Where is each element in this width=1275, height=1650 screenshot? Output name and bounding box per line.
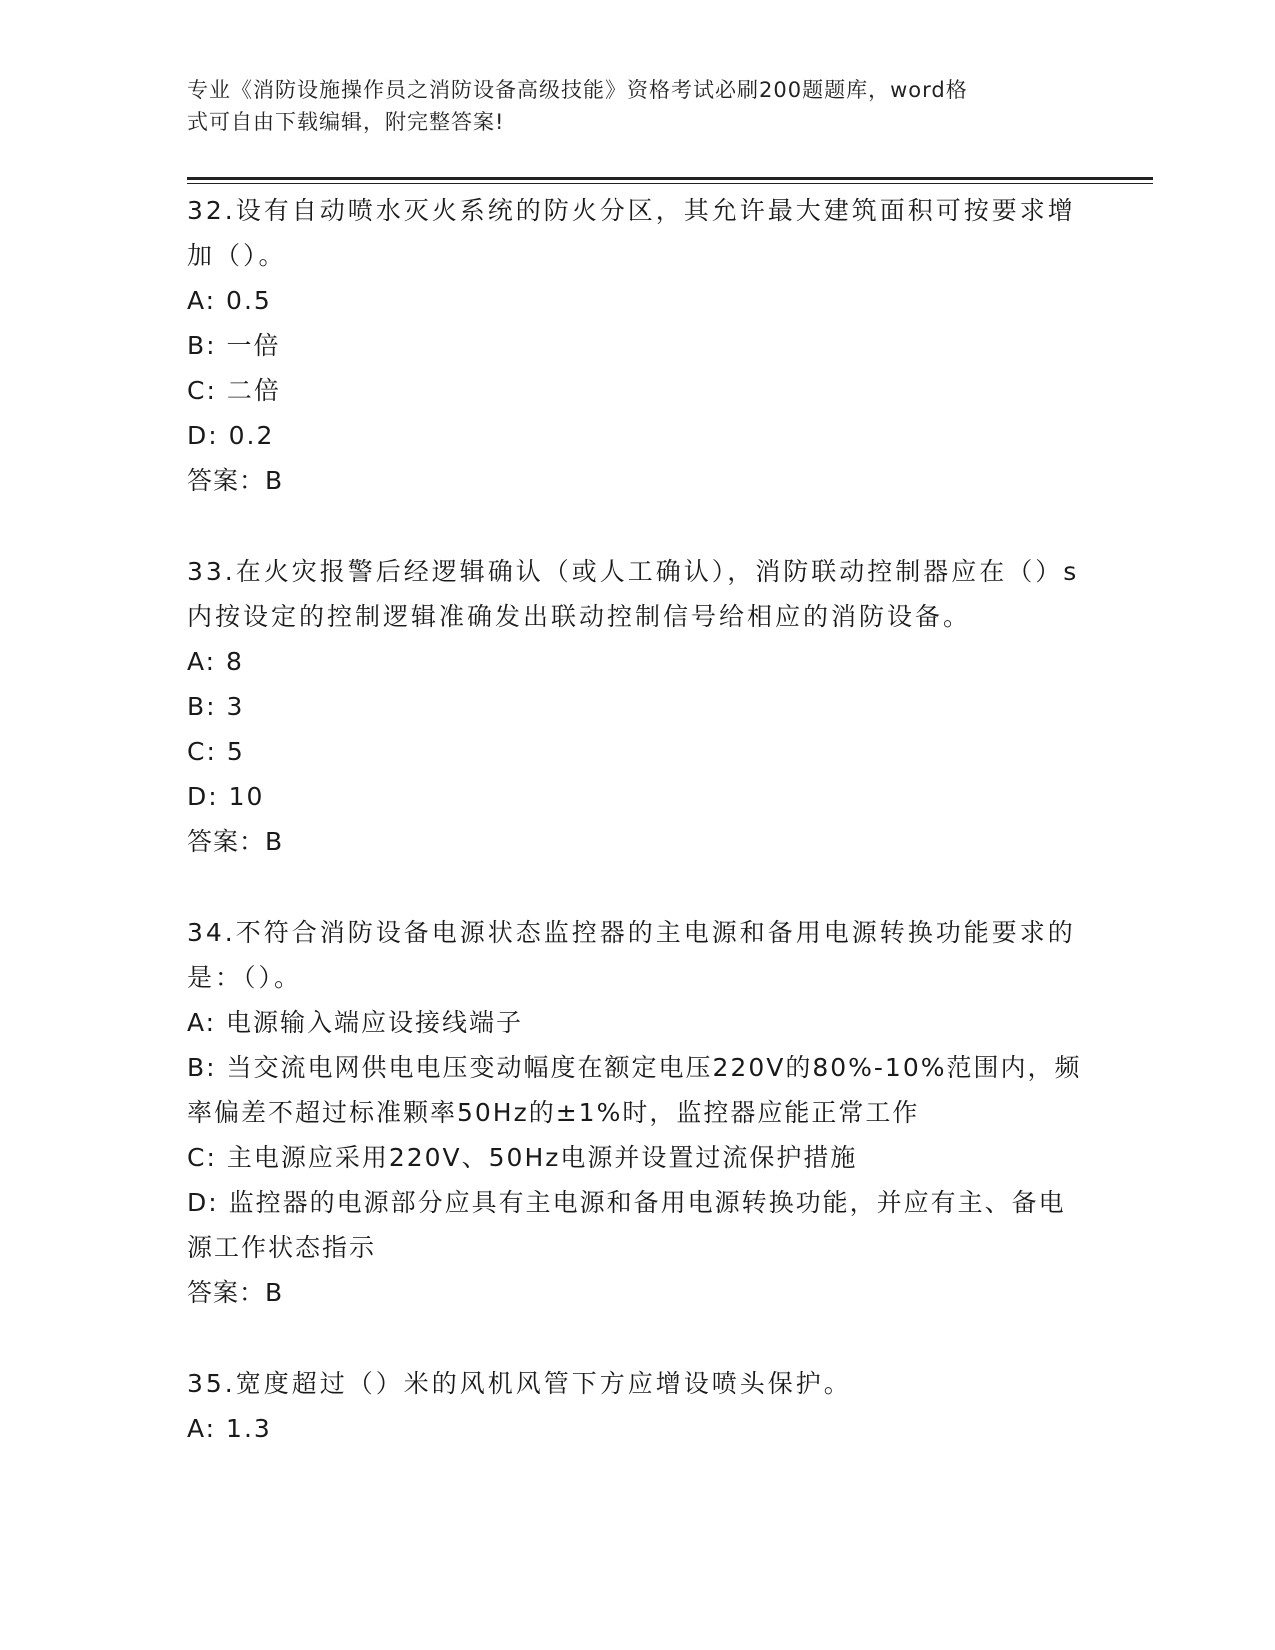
header-line-1: 专业《消防设施操作员之消防设备高级技能》资格考试必刷200题题库，word格 (187, 78, 968, 102)
option-c: C: 主电源应采用220V、50Hz电源并设置过流保护措施 (187, 1143, 858, 1172)
answer: 答案：B (187, 466, 284, 495)
answer: 答案：B (187, 1278, 284, 1307)
option-d: D: 0.2 (187, 421, 275, 450)
option-a: A: 0.5 (187, 286, 272, 315)
option-b: B: 3 (187, 692, 245, 721)
header-divider-thick (187, 177, 1153, 180)
option-d: D: 10 (187, 782, 265, 811)
question-33 (187, 549, 1087, 864)
question-stem: 32.设有自动喷水灭火系统的防火分区，其允许最大建筑面积可按要求增加（）。 (187, 196, 1076, 270)
option-c: C: 二倍 (187, 376, 281, 405)
option-b: B: 一倍 (187, 331, 281, 360)
question-stem: 33.在火灾报警后经逻辑确认（或人工确认），消防联动控制器应在（）s内按设定的控制逻辑准确发出联动控制信号给相应的消防设备。 (187, 557, 1080, 631)
question-stem: 35.宽度超过（）米的风机风管下方应增设喷头保护。 (187, 1369, 852, 1398)
option-a: A: 8 (187, 647, 244, 676)
document-header (187, 74, 1067, 138)
question-35 (187, 1361, 1087, 1451)
option-b: B: 当交流电网供电电压变动幅度在额定电压220V的80%-10%范围内，频率偏差不超过标准颗率50Hz的±1%时，监控器应能正常工作 (187, 1053, 1082, 1127)
header-divider-thin (187, 183, 1153, 184)
question-stem: 34.不符合消防设备电源状态监控器的主电源和备用电源转换功能要求的是：（）。 (187, 918, 1076, 992)
option-a: A: 电源输入端应设接线端子 (187, 1008, 524, 1037)
header-line-2: 式可自由下载编辑，附完整答案! (187, 110, 505, 134)
option-a: A: 1.3 (187, 1414, 272, 1443)
question-34 (187, 910, 1087, 1315)
question-32 (187, 188, 1087, 503)
option-d: D: 监控器的电源部分应具有主电源和备用电源转换功能，并应有主、备电源工作状态指示 (187, 1188, 1066, 1262)
option-c: C: 5 (187, 737, 245, 766)
answer: 答案：B (187, 827, 284, 856)
question-list (187, 188, 1087, 1497)
